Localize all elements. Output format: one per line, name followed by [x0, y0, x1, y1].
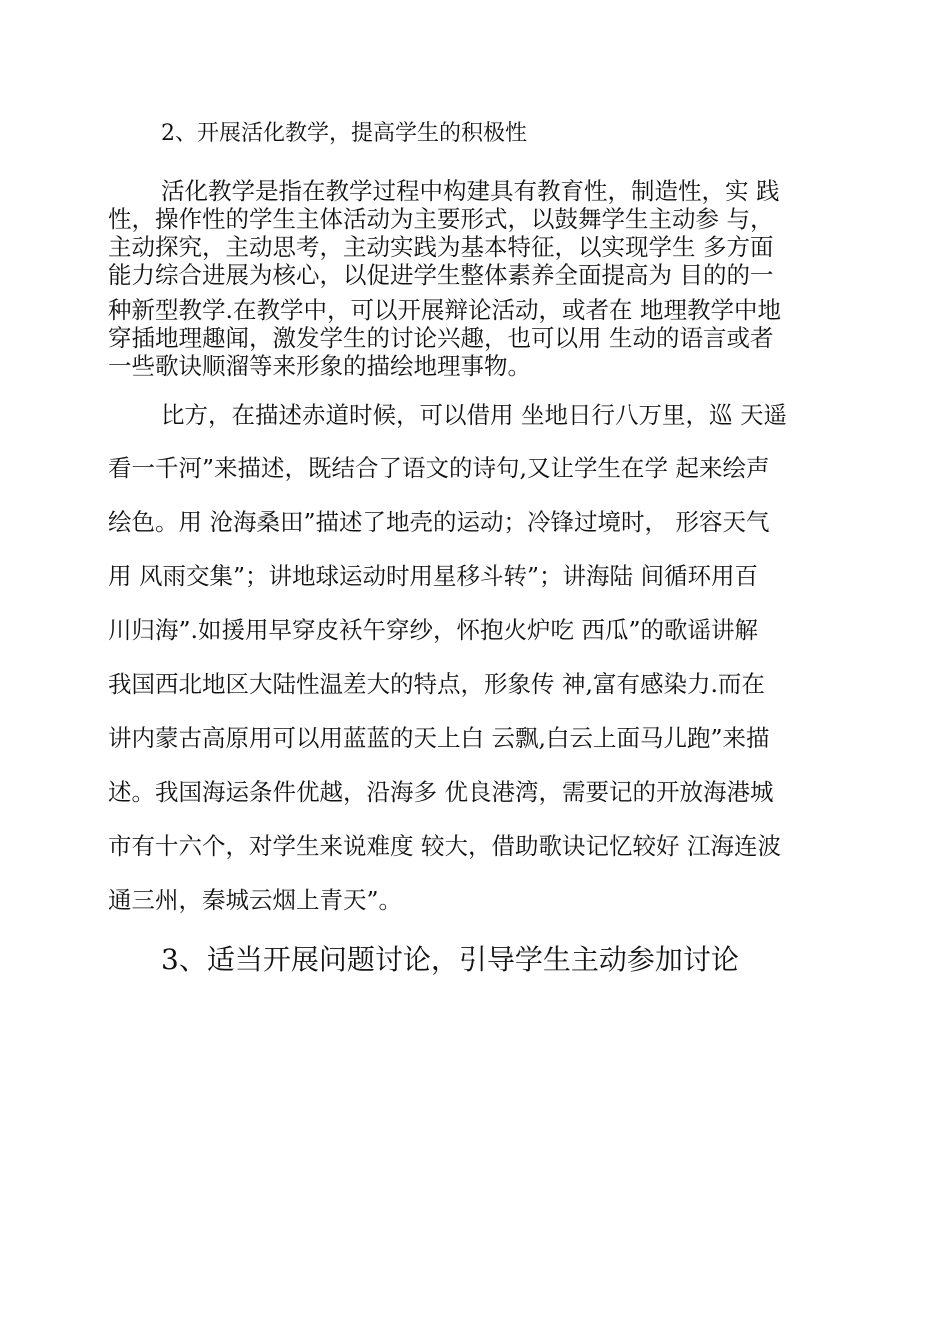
paragraph-2-line: 用 风雨交集”；讲地球运动时用星移斗转”；讲海陆 间循环用百: [108, 562, 758, 590]
paragraph-1-line: 活化教学是指在教学过程中构建具有教育性，制造性，实 践: [161, 177, 780, 205]
paragraph-2-line: 川归海”.如援用早穿皮袄午穿纱，怀抱火炉吃 西瓜”的歌谣讲解: [108, 616, 758, 644]
paragraph-2-line: 比方，在描述赤道时候，可以借用 坐地日行八万里，巡 天遥: [161, 401, 787, 429]
paragraph-2-line: 述。我国海运条件优越，沿海多 优良港湾，需要记的开放海港城: [108, 778, 774, 806]
paragraph-1-line: 主动探究，主动思考，主动实践为基本特征，以实现学生 多方面: [108, 233, 774, 261]
paragraph-2-line: 讲内蒙古高原用可以用蓝蓝的天上白 云飘,白云上面马儿跑”来描: [108, 724, 770, 752]
paragraph-2-line: 我国西北地区大陆性温差大的特点，形象传 神,富有感染力.而在: [108, 670, 765, 698]
paragraph-2-line: 市有十六个，对学生来说难度 较大，借助歌诀记忆较好 江海连波: [108, 832, 781, 860]
paragraph-2-line: 通三州，秦城云烟上青天”。: [108, 886, 403, 914]
paragraph-1-line: 能力综合进展为核心，以促进学生整体素养全面提高为 目的的一: [108, 261, 774, 289]
paragraph-2-line: 看一千河”来描述，既结合了语文的诗句,又让学生在学 起来绘声: [108, 454, 770, 482]
paragraph-1-line: 穿插地理趣闻，激发学生的讨论兴趣，也可以用 生动的语言或者: [108, 324, 774, 352]
paragraph-1-line: 性，操作性的学生主体活动为主要形式，以鼓舞学生主动参 与，: [108, 205, 774, 233]
section-3-heading: 3、适当开展问题讨论，引导学生主动参加讨论: [161, 943, 739, 976]
paragraph-1-line: 种新型教学.在教学中，可以开展辩论活动，或者在 地理教学中地: [108, 296, 781, 324]
paragraph-1-line: 一些歌诀顺溜等来形象的描绘地理事物。: [108, 352, 531, 380]
paragraph-2-line: 绘色。用 沧海桑田”描述了地壳的运动；冷锋过境时， 形容天气: [108, 508, 770, 536]
section-2-heading: 2、开展活化教学，提高学生的积极性: [161, 121, 527, 146]
